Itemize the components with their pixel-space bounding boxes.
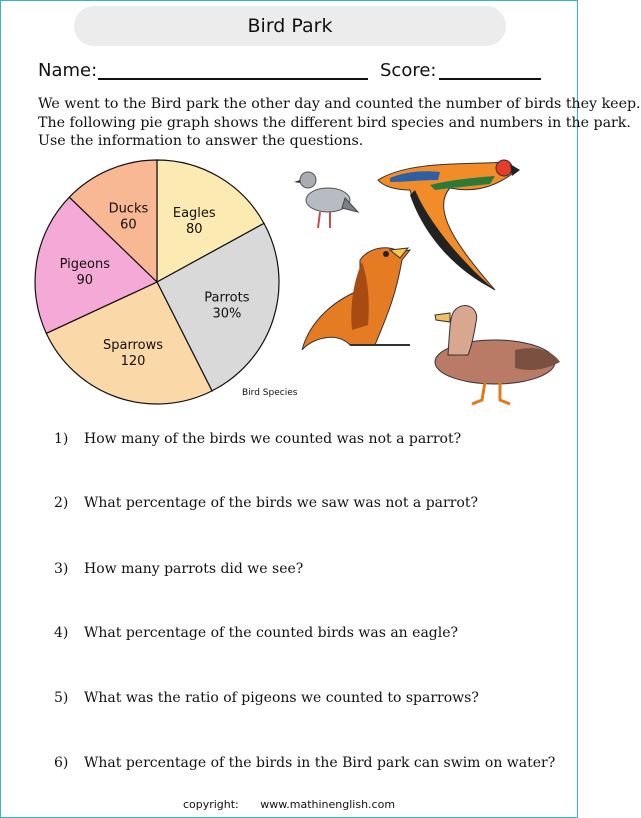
pie-slice-label: Sparrows (102, 338, 163, 354)
name-blank[interactable] (98, 78, 368, 80)
intro-line: Use the information to answer the questions. (38, 133, 364, 149)
question-number: 3) (54, 561, 69, 577)
pie-slice-value: 90 (76, 272, 94, 288)
chart-caption: Bird Species (242, 388, 298, 398)
score-blank[interactable] (439, 78, 541, 80)
question-text: What was the ratio of pigeons we counted to sparrows? (84, 690, 479, 706)
question-text: What percentage of the counted birds was an eagle? (84, 625, 459, 641)
question-text: What percentage of the birds we saw was not a parrot? (84, 495, 478, 511)
pie-slice-value: 60 (120, 217, 137, 233)
pie-slice-label: Eagles (172, 206, 216, 222)
eagle-illustration (302, 248, 410, 350)
website-link[interactable]: www.mathinenglish.com (260, 798, 396, 811)
pie-slice-value: 30% (212, 306, 242, 322)
question-5 (54, 690, 479, 706)
pie-slice-value: 120 (120, 354, 146, 370)
pie-slice-label: Pigeons (59, 256, 111, 272)
bird-species-pie-chart (0, 160, 298, 410)
question-text: How many of the birds we counted was not a parrot? (84, 431, 462, 447)
intro-line: We went to the Bird park the other day and counted the number of birds they keep. (38, 96, 641, 112)
bird-illustrations (290, 150, 580, 410)
question-number: 4) (54, 625, 69, 641)
copyright-label: copyright: (182, 798, 239, 811)
question-3 (54, 561, 303, 577)
pigeon-illustration (294, 172, 358, 228)
intro-line: The following pie graph shows the different bird species and numbers in the park. (38, 114, 631, 131)
intro-paragraph (38, 95, 641, 151)
name-label: Name: (38, 60, 98, 81)
question-number: 6) (54, 755, 69, 771)
question-2 (54, 495, 478, 511)
pie-slice-label: Ducks (108, 201, 149, 217)
pie-slice-label: Parrots (204, 290, 250, 306)
question-text: What percentage of the birds in the Bird park can swim on water? (84, 755, 556, 771)
question-1 (54, 431, 461, 447)
question-6 (54, 755, 555, 771)
question-number: 1) (54, 431, 69, 447)
question-text: How many parrots did we see? (84, 561, 304, 577)
question-4 (54, 625, 458, 641)
pie-slice-value: 80 (186, 222, 203, 238)
question-number: 2) (54, 495, 69, 511)
question-number: 5) (54, 690, 69, 706)
score-label: Score: (380, 60, 437, 81)
duck-illustration (435, 306, 560, 404)
page-title: Bird Park (74, 6, 506, 46)
footer (0, 798, 578, 811)
